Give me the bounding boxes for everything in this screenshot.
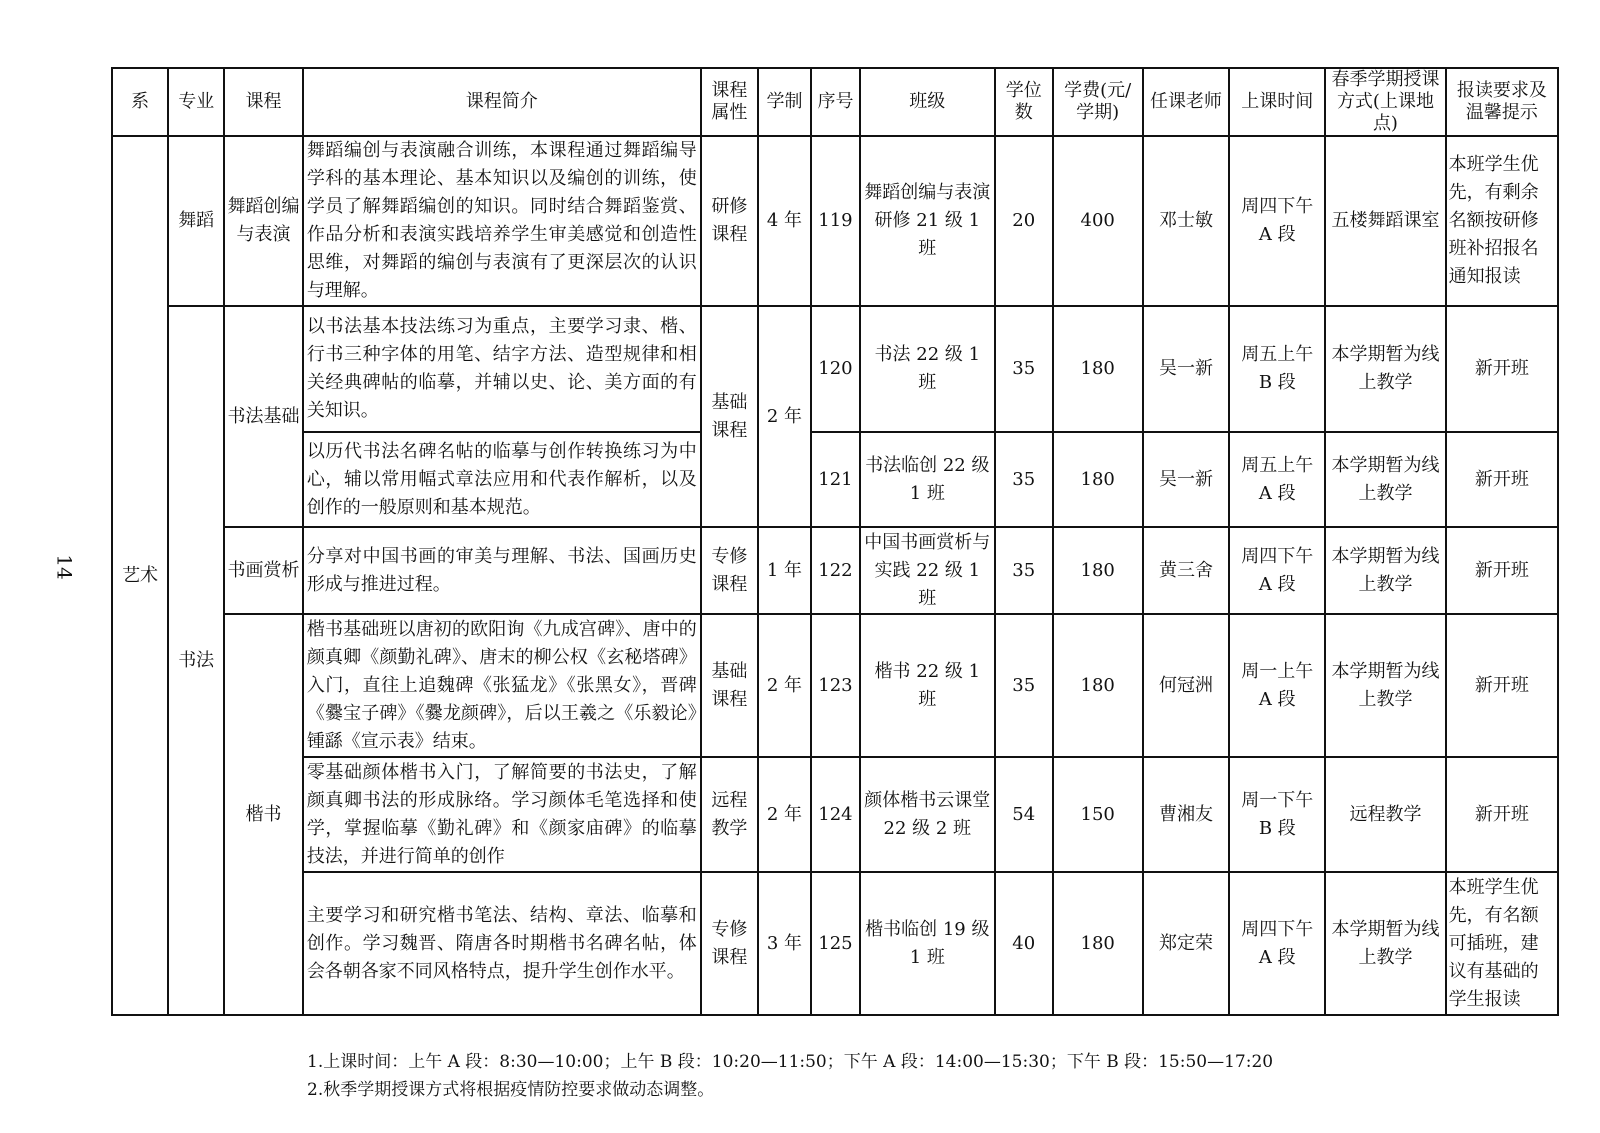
notice-cell: 本班学生优先，有剩余名额按研修班补招报名通知报读 [1446, 136, 1558, 306]
intro-cell: 楷书基础班以唐初的欧阳询《九成宫碑》、唐中的颜真卿《颜勤礼碑》、唐末的柳公权《玄秘塔碑》入门，直往上追魏碑《张猛龙》《张黑女》，晋碑《爨宝子碑》《爨龙颜碑》，后以王羲之《乐毅论》锺繇《宣示表》结束。 [303, 614, 701, 757]
fee-cell: 180 [1053, 614, 1143, 757]
teacher-cell: 黄三舍 [1143, 527, 1230, 614]
teacher-cell: 曹湘友 [1143, 757, 1230, 872]
time-cell: 周四下午 A 段 [1229, 527, 1325, 614]
notice-cell: 新开班 [1446, 527, 1558, 614]
duration-cell: 4 年 [758, 136, 811, 306]
seats-cell: 35 [995, 306, 1053, 432]
intro-cell: 以书法基本技法练习为重点，主要学习隶、楷、行书三种字体的用笔、结字方法、造型规律和相关经典碑帖的临摹，并辅以史、论、美方面的有关知识。 [303, 306, 701, 432]
col-header-fee: 学费(元/学期) [1053, 68, 1143, 136]
footnote-line: 1.上课时间：上午 A 段：8:30—10:00；上午 B 段：10:20—11:50；下午 A 段：14:00—15:30；下午 B 段：15:50—17:20 [307, 1052, 1274, 1072]
fee-cell: 180 [1053, 306, 1143, 432]
page-number: 14 [52, 554, 77, 580]
class-cell: 颜体楷书云课堂 22 级 2 班 [860, 757, 995, 872]
header-row [112, 68, 1558, 136]
seq-cell: 122 [811, 527, 860, 614]
course-cell: 楷书 [224, 614, 303, 1015]
notice-cell: 本班学生优先，有名额可插班，建议有基础的学生报读 [1446, 872, 1558, 1015]
table-row [112, 432, 1558, 527]
col-header-notice: 报读要求及温馨提示 [1446, 68, 1558, 136]
duration-cell: 1 年 [758, 527, 811, 614]
col-header-seats: 学位数 [995, 68, 1053, 136]
notice-cell: 新开班 [1446, 306, 1558, 432]
footnotes [307, 1048, 1273, 1104]
seats-cell: 20 [995, 136, 1053, 306]
seq-cell: 121 [811, 432, 860, 527]
attr-cell: 专修课程 [701, 872, 758, 1015]
seats-cell: 54 [995, 757, 1053, 872]
mode-cell: 本学期暂为线上教学 [1325, 872, 1445, 1015]
attr-cell: 远程教学 [701, 757, 758, 872]
attr-cell: 专修课程 [701, 527, 758, 614]
notice-cell: 新开班 [1446, 614, 1558, 757]
seq-cell: 125 [811, 872, 860, 1015]
fee-cell: 150 [1053, 757, 1143, 872]
table-row [112, 306, 1558, 432]
teacher-cell: 何冠洲 [1143, 614, 1230, 757]
mode-cell: 本学期暂为线上教学 [1325, 614, 1445, 757]
seats-cell: 35 [995, 614, 1053, 757]
course-cell: 书画赏析 [224, 527, 303, 614]
class-cell: 楷书临创 19 级 1 班 [860, 872, 995, 1015]
notice-cell: 新开班 [1446, 757, 1558, 872]
table-row [112, 872, 1558, 1015]
teacher-cell: 吴一新 [1143, 306, 1230, 432]
notice-cell: 新开班 [1446, 432, 1558, 527]
mode-cell: 本学期暂为线上教学 [1325, 527, 1445, 614]
class-cell: 楷书 22 级 1 班 [860, 614, 995, 757]
seq-cell: 120 [811, 306, 860, 432]
seats-cell: 40 [995, 872, 1053, 1015]
class-cell: 中国书画赏析与实践 22 级 1 班 [860, 527, 995, 614]
intro-cell: 分享对中国书画的审美与理解、书法、国画历史形成与推进过程。 [303, 527, 701, 614]
col-header-course: 课程 [224, 68, 303, 136]
fee-cell: 180 [1053, 872, 1143, 1015]
teacher-cell: 吴一新 [1143, 432, 1230, 527]
fee-cell: 400 [1053, 136, 1143, 306]
time-cell: 周一下午 B 段 [1229, 757, 1325, 872]
mode-cell: 远程教学 [1325, 757, 1445, 872]
col-header-major: 专业 [168, 68, 224, 136]
seq-cell: 123 [811, 614, 860, 757]
table-row [112, 136, 1558, 306]
col-header-dept: 系 [112, 68, 168, 136]
col-header-attr: 课程属性 [701, 68, 758, 136]
attr-cell: 研修课程 [701, 136, 758, 306]
mode-cell: 本学期暂为线上教学 [1325, 432, 1445, 527]
duration-cell: 2 年 [758, 306, 811, 527]
duration-cell: 2 年 [758, 614, 811, 757]
seq-cell: 119 [811, 136, 860, 306]
intro-cell: 舞蹈编创与表演融合训练，本课程通过舞蹈编导学科的基本理论、基本知识以及编创的训练，使学员了解舞蹈编创的知识。同时结合舞蹈鉴赏、作品分析和表演实践培养学生审美感觉和创造性思维，对舞蹈的编创与表演有了更深层次的认识与理解。 [303, 136, 701, 306]
mode-cell: 本学期暂为线上教学 [1325, 306, 1445, 432]
mode-cell: 五楼舞蹈课室 [1325, 136, 1445, 306]
time-cell: 周五上午 B 段 [1229, 306, 1325, 432]
attr-cell: 基础课程 [701, 614, 758, 757]
col-header-intro: 课程简介 [303, 68, 701, 136]
class-cell: 舞蹈创编与表演研修 21 级 1 班 [860, 136, 995, 306]
col-header-duration: 学制 [758, 68, 811, 136]
attr-cell: 基础课程 [701, 306, 758, 527]
seats-cell: 35 [995, 432, 1053, 527]
fee-cell: 180 [1053, 432, 1143, 527]
col-header-seq: 序号 [811, 68, 860, 136]
col-header-class: 班级 [860, 68, 995, 136]
duration-cell: 3 年 [758, 872, 811, 1015]
class-cell: 书法临创 22 级 1 班 [860, 432, 995, 527]
time-cell: 周四下午 A 段 [1229, 136, 1325, 306]
col-header-time: 上课时间 [1229, 68, 1325, 136]
teacher-cell: 郑定荣 [1143, 872, 1230, 1015]
fee-cell: 180 [1053, 527, 1143, 614]
time-cell: 周一上午 A 段 [1229, 614, 1325, 757]
course-cell: 舞蹈创编与表演 [224, 136, 303, 306]
seats-cell: 35 [995, 527, 1053, 614]
class-cell: 书法 22 级 1 班 [860, 306, 995, 432]
time-cell: 周四下午 A 段 [1229, 872, 1325, 1015]
table-row [112, 614, 1558, 757]
intro-cell: 以历代书法名碑名帖的临摹与创作转换练习为中心，辅以常用幅式章法应用和代表作解析，以及创作的一般原则和基本规范。 [303, 432, 701, 527]
course-cell: 书法基础 [224, 306, 303, 527]
table-row [112, 527, 1558, 614]
dept-cell: 艺术 [112, 136, 168, 1015]
footnote-line: 2.秋季学期授课方式将根据疫情防控要求做动态调整。 [307, 1080, 715, 1100]
major-cell: 书法 [168, 306, 224, 1015]
major-cell: 舞蹈 [168, 136, 224, 306]
time-cell: 周五上午 A 段 [1229, 432, 1325, 527]
teacher-cell: 邓士敏 [1143, 136, 1230, 306]
intro-cell: 零基础颜体楷书入门，了解简要的书法史，了解颜真卿书法的形成脉络。学习颜体毛笔选择和使学，掌握临摹《勤礼碑》和《颜家庙碑》的临摹技法，并进行简单的创作 [303, 757, 701, 872]
duration-cell: 2 年 [758, 757, 811, 872]
col-header-mode: 春季学期授课方式(上课地点) [1325, 68, 1445, 136]
seq-cell: 124 [811, 757, 860, 872]
table-row [112, 757, 1558, 872]
col-header-teacher: 任课老师 [1143, 68, 1230, 136]
course-table [111, 67, 1559, 1016]
intro-cell: 主要学习和研究楷书笔法、结构、章法、临摹和创作。学习魏晋、隋唐各时期楷书名碑名帖，体会各朝各家不同风格特点，提升学生创作水平。 [303, 872, 701, 1015]
